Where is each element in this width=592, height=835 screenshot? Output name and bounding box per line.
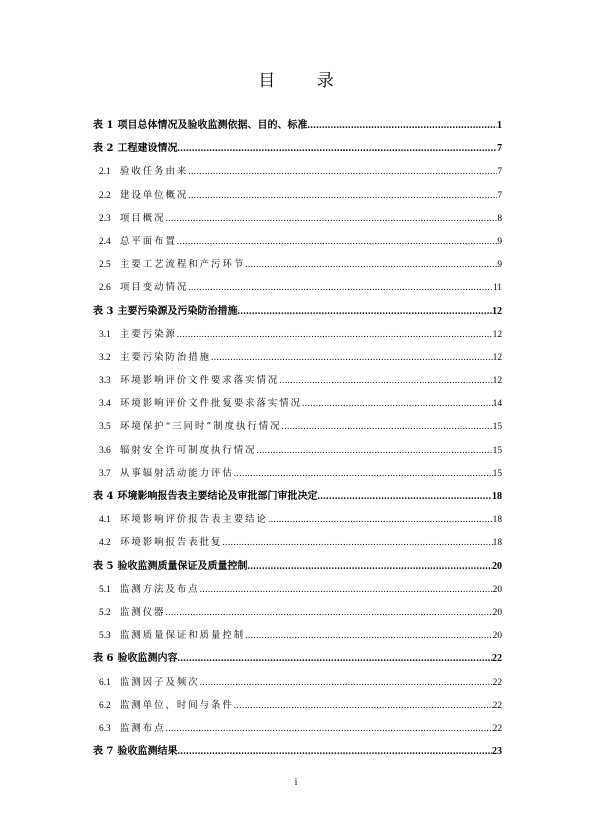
toc-entry-number: 6.3 [99, 723, 111, 734]
toc-dot-leader [177, 740, 492, 763]
toc-dot-leader [234, 463, 493, 485]
toc-entry-label: 验收监测质量保证及质量控制 [117, 560, 248, 572]
toc-dot-leader [200, 579, 493, 601]
toc-chapter-entry[interactable] [93, 555, 502, 578]
toc-entry-label: 验收任务由来 [120, 166, 189, 178]
toc-entry-label: 监测单位、时间与条件 [120, 699, 234, 711]
toc-entry-number: 6.1 [99, 677, 111, 688]
toc-entry-label: 环境影响报告表批复 [120, 537, 223, 549]
toc-entry-label: 监测方法及布点 [120, 583, 200, 595]
toc-entry-label: 项目概况 [120, 212, 166, 224]
toc-entry-number: 4.2 [99, 538, 111, 549]
toc-entry-number: 2.4 [99, 236, 111, 247]
toc-section-entry[interactable] [93, 207, 502, 230]
toc-dot-leader [234, 695, 493, 717]
toc-entry-page: 23 [492, 746, 502, 758]
toc-entry-number: 2.6 [99, 283, 111, 294]
toc-entry-number: 2.2 [99, 190, 111, 201]
toc-entry-label: 环境影响评价文件要求落实情况 [120, 375, 280, 387]
toc-dot-leader [211, 347, 493, 369]
toc-section-entry[interactable] [93, 439, 502, 462]
toc-dot-leader [177, 137, 497, 160]
toc-entry-number: 2.5 [99, 260, 111, 271]
toc-entry-page: 7 [497, 167, 502, 178]
toc-entry-label: 验收监测内容 [117, 653, 178, 665]
toc-entry-number: 表 2 [93, 143, 114, 155]
toc-entry-label: 主要工艺流程和产污环节 [120, 259, 246, 271]
toc-entry-page: 15 [492, 422, 502, 433]
toc-dot-leader [302, 393, 493, 415]
toc-entry-label: 工程建设情况 [117, 143, 178, 155]
toc-entry-number: 5.2 [99, 607, 111, 618]
toc-section-entry[interactable] [93, 415, 502, 438]
toc-section-entry[interactable] [93, 184, 502, 207]
toc-entry-label: 辐射安全许可制度执行情况 [120, 444, 257, 456]
toc-chapter-entry[interactable] [93, 485, 502, 508]
toc-entry-number: 2.1 [99, 167, 111, 178]
toc-entry-label: 监测因子及频次 [120, 676, 200, 688]
toc-entry-number: 3.3 [99, 376, 111, 387]
toc-chapter-entry[interactable] [93, 137, 502, 160]
toc-section-entry[interactable] [93, 462, 502, 485]
toc-dot-leader [247, 555, 492, 578]
toc-entry-page: 12 [492, 305, 502, 317]
toc-entry-number: 2.3 [99, 213, 111, 224]
toc-entry-number: 3.4 [99, 399, 111, 410]
toc-dot-leader [188, 185, 497, 207]
toc-dot-leader [177, 231, 497, 253]
toc-entry-number: 6.2 [99, 700, 111, 711]
toc-dot-leader [307, 114, 497, 137]
toc-dot-leader [177, 324, 493, 346]
toc-dot-leader [245, 254, 497, 276]
toc-entry-number: 4.1 [99, 515, 111, 526]
toc-chapter-entry[interactable] [93, 114, 502, 137]
toc-entry-page: 18 [492, 515, 502, 526]
toc-entry-label: 环境影响评价文件批复要求落实情况 [120, 398, 303, 410]
toc-entry-number: 表 6 [93, 653, 114, 665]
toc-entry-page: 20 [492, 584, 502, 595]
toc-chapter-entry[interactable] [93, 300, 502, 323]
toc-entry-page: 22 [492, 723, 502, 734]
toc-entry-label: 主要污染源及污染防治措施 [117, 305, 238, 317]
toc-entry-label: 项目变动情况 [120, 282, 189, 294]
toc-dot-leader [200, 672, 493, 694]
page-number: i [294, 777, 298, 788]
toc-entry-page: 15 [492, 445, 502, 456]
toc-entry-number: 5.1 [99, 584, 111, 595]
page-title: 目 录 [258, 71, 352, 91]
toc-section-entry[interactable] [93, 694, 502, 717]
toc-dot-leader [317, 485, 492, 508]
toc-dot-leader [166, 208, 498, 230]
toc-entry-number: 5.3 [99, 631, 111, 642]
toc-entry-page: 20 [492, 560, 502, 572]
toc-section-entry[interactable] [93, 253, 502, 276]
toc-entry-page: 15 [492, 468, 502, 479]
toc-entry-page: 1 [497, 120, 502, 131]
toc-entry-number: 3.6 [99, 445, 111, 456]
toc-section-entry[interactable] [93, 160, 502, 183]
toc-entry-label: 监测仪器 [120, 606, 166, 618]
toc-entry-label: 主要污染防治措施 [120, 351, 212, 363]
toc-dot-leader [188, 277, 493, 299]
toc-dot-leader [281, 416, 492, 438]
toc-dot-leader [166, 718, 493, 740]
toc-entry-label: 环境影响评价报告表主要结论 [120, 514, 268, 526]
toc-dot-leader [237, 300, 492, 323]
toc-section-entry[interactable] [93, 717, 502, 740]
toc-entry-label: 验收监测结果 [117, 746, 178, 758]
toc-section-entry[interactable] [93, 276, 502, 299]
toc-entry-page: 22 [492, 700, 502, 711]
toc-section-entry[interactable] [93, 323, 502, 346]
toc-dot-leader [257, 440, 493, 462]
toc-entry-page: 9 [497, 260, 502, 271]
toc-section-entry[interactable] [93, 369, 502, 392]
toc-entry-page: 7 [497, 143, 502, 155]
toc-dot-leader [177, 647, 492, 670]
toc-section-entry[interactable] [93, 346, 502, 369]
toc-entry-page: 12 [492, 376, 502, 387]
toc-entry-page: 20 [492, 607, 502, 618]
toc-entry-number: 表 3 [93, 305, 114, 317]
toc-chapter-entry[interactable] [93, 647, 502, 670]
toc-chapter-entry[interactable] [93, 740, 502, 763]
toc-entry-page: 12 [492, 329, 502, 340]
toc-dot-leader [268, 509, 493, 531]
toc-entry-label: 环境影响报告表主要结论及审批部门审批决定 [117, 491, 318, 502]
toc-dot-leader [245, 625, 492, 647]
toc-entry-page: 8 [497, 213, 502, 224]
toc-entry-page: 18 [492, 538, 502, 549]
toc-section-entry[interactable] [93, 230, 502, 253]
toc-entry-page: 12 [492, 352, 502, 363]
toc-entry-number: 3.7 [99, 468, 111, 479]
toc-entry-label: 建设单位概况 [120, 189, 189, 201]
toc-entry-number: 3.5 [99, 422, 111, 433]
toc-entry-label: 总平面布置 [120, 235, 177, 247]
toc-dot-leader [166, 602, 493, 624]
toc-section-entry[interactable] [93, 624, 502, 647]
toc-entry-label: 主要污染源 [120, 328, 177, 340]
toc-dot-leader [188, 161, 497, 183]
toc-entry-page: 22 [492, 677, 502, 688]
toc-dot-leader [222, 532, 492, 554]
toc-entry-page: 7 [497, 190, 502, 201]
toc-entry-page: 22 [492, 653, 502, 665]
toc-entry-label: 监测质量保证和质量控制 [120, 630, 246, 642]
toc-entry-number: 3.1 [99, 329, 111, 340]
toc-section-entry[interactable] [93, 531, 502, 554]
toc-entry-number: 3.2 [99, 352, 111, 363]
toc-section-entry[interactable] [93, 392, 502, 415]
toc-entry-label: 项目总体情况及验收监测依据、目的、标准 [117, 120, 308, 131]
toc-entry-number: 表 4 [93, 491, 114, 502]
toc-section-entry[interactable] [93, 578, 502, 601]
table-of-contents [93, 114, 502, 763]
toc-section-entry[interactable] [93, 601, 502, 624]
toc-entry-number: 表 1 [93, 120, 114, 131]
toc-entry-number: 表 5 [93, 560, 114, 572]
toc-entry-page: 11 [492, 283, 502, 294]
toc-entry-page: 9 [497, 236, 502, 247]
toc-section-entry[interactable] [93, 671, 502, 694]
toc-dot-leader [279, 370, 492, 392]
toc-entry-label: 监测布点 [120, 722, 166, 734]
toc-entry-page: 20 [492, 631, 502, 642]
toc-entry-number: 表 7 [93, 746, 114, 758]
toc-section-entry[interactable] [93, 508, 502, 531]
toc-entry-page: 14 [492, 399, 502, 410]
toc-entry-page: 18 [492, 491, 502, 502]
toc-entry-label: 环境保护“三同时”制度执行情况 [120, 421, 282, 433]
toc-entry-label: 从事辐射活动能力评估 [120, 467, 234, 479]
